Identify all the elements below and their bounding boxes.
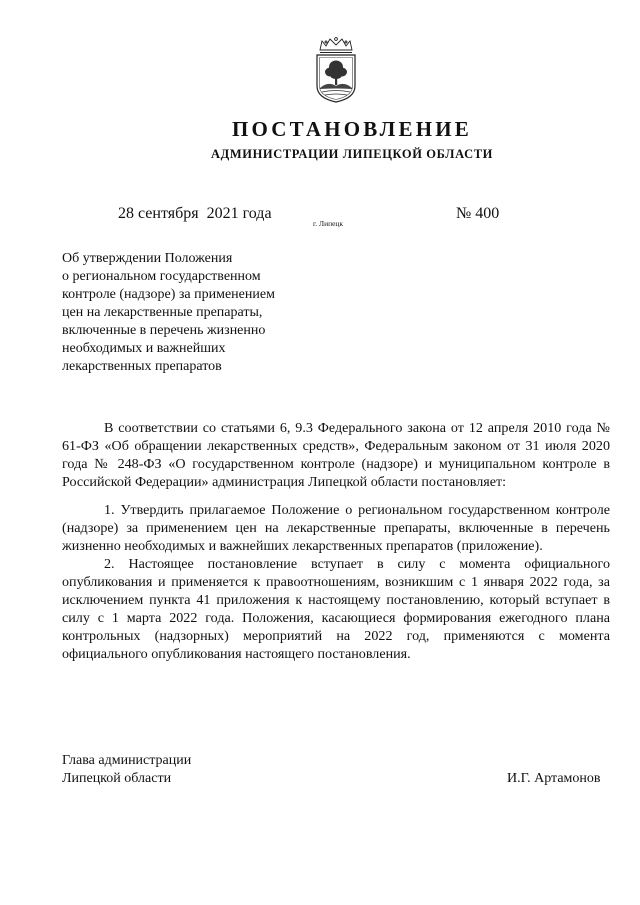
clause-2-paragraph: 2. Настоящее постановление вступает в силу с момента официального опубликования и применяется к правоотношениям, возникшим с 1 января 2022 года, за исключением пункта 41 приложения к настоящему постановлению, который вступает в силу с 1 марта 2022 года. Положения, касающиеся формирования ежегодного плана контрольных (надзорных) мероприятий на 2022 год, применяются с момента официального опубликования настоящего постановления. (62, 556, 610, 662)
document-date: 28 сентября 2021 года (118, 205, 272, 222)
coat-of-arms-icon (311, 36, 361, 104)
issuing-authority: АДМИНИСТРАЦИИ ЛИПЕЦКОЙ ОБЛАСТИ (211, 147, 493, 161)
subject-line: необходимых и важнейших (62, 341, 226, 356)
document-body (62, 419, 610, 663)
subject-line: Об утверждении Положения (62, 251, 233, 266)
position-line: Глава администрации (62, 753, 192, 768)
signatory-name: И.Г. Артамонов (507, 771, 601, 786)
subject-line: контроле (надзоре) за применением (62, 287, 275, 302)
position-line: Липецкой области (62, 771, 172, 786)
subject-line: о региональном государственном (62, 269, 261, 284)
subject-line: включенные в перечень жизненно (62, 323, 266, 338)
document-subject (62, 250, 312, 376)
preamble-paragraph: В соответствии со статьями 6, 9.3 Федерального закона от 12 апреля 2010 года № 61-ФЗ «Об обращении лекарственных средств», Федеральным законом от 31 июля 2020 года № 248-ФЗ «О государственном контроле (надзоре) и муниципальном контроле в Российской Федерации» администрация Липецкой области постановляет: (62, 420, 610, 490)
document-city: г. Липецк (313, 219, 344, 228)
subject-line: цен на лекарственные препараты, (62, 305, 263, 320)
clause-1-paragraph: 1. Утвердить прилагаемое Положение о региональном государственном контроле (надзоре) за применением цен на лекарственные препараты, включенные в перечень жизненно необходимых и важнейших лекарственных препаратов (приложение). (62, 502, 610, 554)
document-title: ПОСТАНОВЛЕНИЕ (231, 117, 473, 141)
document-number: № 400 (456, 205, 500, 222)
signatory-position (62, 752, 191, 788)
subject-line: лекарственных препаратов (62, 359, 222, 374)
